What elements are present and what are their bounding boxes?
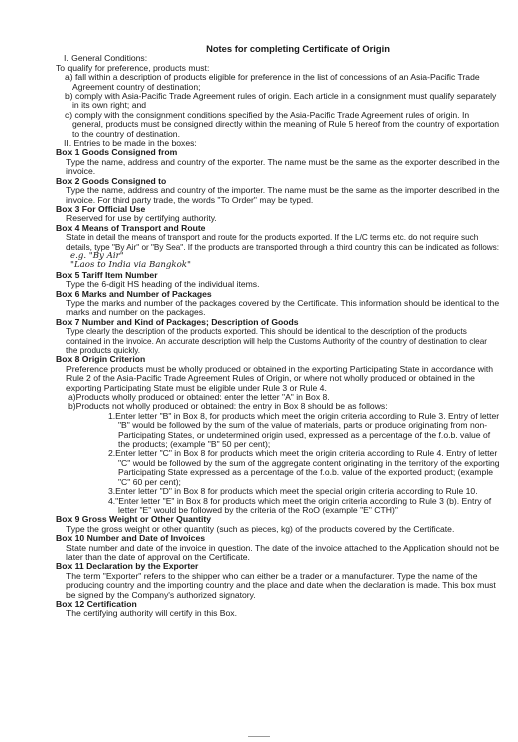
box5-heading: Box 5 Tariff Item Number: [56, 269, 158, 280]
general-conditions-intro: To qualify for preference, products must:: [56, 62, 210, 73]
box6-heading: Box 6 Marks and Number of Packages: [56, 288, 212, 299]
box1-text: Type the name, address and country of the exporter. The name must be the same as the exporter described in the invoice.: [66, 156, 500, 177]
box12-text: The certifying authority will certify in this Box.: [66, 608, 237, 619]
box4-example-2: "Laos to India via Bangkok": [70, 260, 191, 271]
box8-item-b: b)Products not wholly produced or obtained: the entry in Box 8 should be as follows:: [68, 401, 388, 412]
box6-text: Type the marks and number of the packages covered by the Certificate. This information should be identical to the marks and number on the packages.: [66, 297, 500, 318]
box8-item-a: a)Products wholly produced or obtained: enter the letter "A" in Box 8.: [68, 392, 330, 403]
box8-heading: Box 8 Origin Criterion: [56, 354, 146, 365]
box10-text: State number and date of the invoice in question. The date of the invoice attached to the Application should not be later than the date of approval on the Certificate.: [66, 542, 500, 562]
box7-heading: Box 7 Number and Kind of Packages; Description of Goods: [56, 316, 299, 327]
box8-rule-4: 4."Enter letter "E" in Box 8 for products which meet the origin criteria according to Rule 3 (b). Entry of letter "E" would be followed by the criteria of the RoO (example "E" CTH)": [108, 495, 492, 515]
condition-b: b) comply with Asia-Pacific Trade Agreement rules of origin. Each article in a consignment must qualify separately in its own right; and: [65, 91, 497, 111]
page-footer-rule: [248, 736, 270, 737]
box9-heading: Box 9 Gross Weight or Other Quantity: [56, 514, 212, 525]
box8-rule-3: 3.Enter letter "D" in Box 8 for products which meet the special origin criteria according to Rule 10.: [108, 486, 478, 497]
box3-heading: Box 3 For Official Use: [56, 203, 146, 214]
document-title: Notes for completing Certificate of Origin: [206, 43, 390, 54]
box8-text: Preference products must be wholly produced or obtained in the exporting Participating State in accordance with Rule 2 of the Asia-Pacific Trade Agreement Rules of Origin, or where not wholly produced or obtained in the exporting Participating State must be eligible under Rule 3 or Rule 4.: [66, 363, 494, 393]
box8-rule-1: 1.Enter letter "B" in Box 8, for products which meet the origin criteria according to Rule 3. Entry of letter "B" would be followed by the sum of the value of materials, parts or produce originating from non-Participating States, or undetermined origin used, expressed as a percentage of the f.o.b. value of the products; (example "B" 50 per cent);: [108, 410, 500, 450]
box8-rule-2: 2.Enter letter "C" in Box 8 for products which meet the origin criteria according to Rule 4. Entry of letter "C" would be followed by the sum of the aggregate content originating in the territory of the exporting Participating State expressed as a percentage of the f.o.b. value of the exported product; (example "C" 60 per cent);: [108, 448, 500, 487]
condition-a: a) fall within a description of products eligible for preference in the list of concessions of an Asia-Pacific Trade Agreement country of destination;: [65, 72, 480, 92]
box1-heading: Box 1 Goods Consigned from: [56, 147, 178, 158]
entries-heading: II. Entries to be made in the boxes:: [64, 138, 197, 149]
box12-heading: Box 12 Certification: [56, 598, 137, 609]
box4-heading: Box 4 Means of Transport and Route: [56, 222, 206, 233]
box11-heading: Box 11 Declaration by the Exporter: [56, 561, 199, 572]
box4-example-1: e.g. "By Air": [70, 250, 124, 261]
box5-text: Type the 6-digit HS heading of the individual items.: [66, 279, 260, 290]
box2-text: Type the name, address and country of the importer. The name must be the same as the importer described in the invoice. For third party trade, the words "To Order" may be typed.: [66, 185, 500, 205]
box9-text: Type the gross weight or other quantity (such as pieces, kg) of the products covered by the Certificate.: [66, 523, 455, 534]
box4-text: State in detail the means of transport and route for the products exported. If the L/C terms etc. do not require such details, type "By Air" or "By Sea". If the products are transported through a third country this can be indicated as follows:: [66, 233, 500, 252]
box11-text: The term "Exporter" refers to the shipper who can either be a trader or a manufacturer. Type the name of the producing country and the importing country and the place and date when the declaration is made. This box must be signed by the Company's authorized signatory.: [66, 570, 496, 600]
box10-heading: Box 10 Number and Date of Invoices: [56, 533, 205, 544]
document-page: [56, 44, 500, 619]
condition-c: c) comply with the consignment conditions specified by the Asia-Pacific Trade Agreement rules of origin. In general, products must be consigned directly within the meaning of Rule 5 hereof from the country of exportation to the country of destination.: [65, 109, 500, 139]
box7-text: Type clearly the description of the products exported. This should be identical to the description of the products contained in the invoice. An accurate description will help the Customs Authority of the country of destination to clear the products quickly.: [66, 327, 487, 355]
general-conditions-heading: I. General Conditions:: [64, 53, 148, 64]
box2-heading: Box 2 Goods Consigned to: [56, 175, 167, 186]
box3-text: Reserved for use by certifying authority.: [66, 213, 217, 224]
